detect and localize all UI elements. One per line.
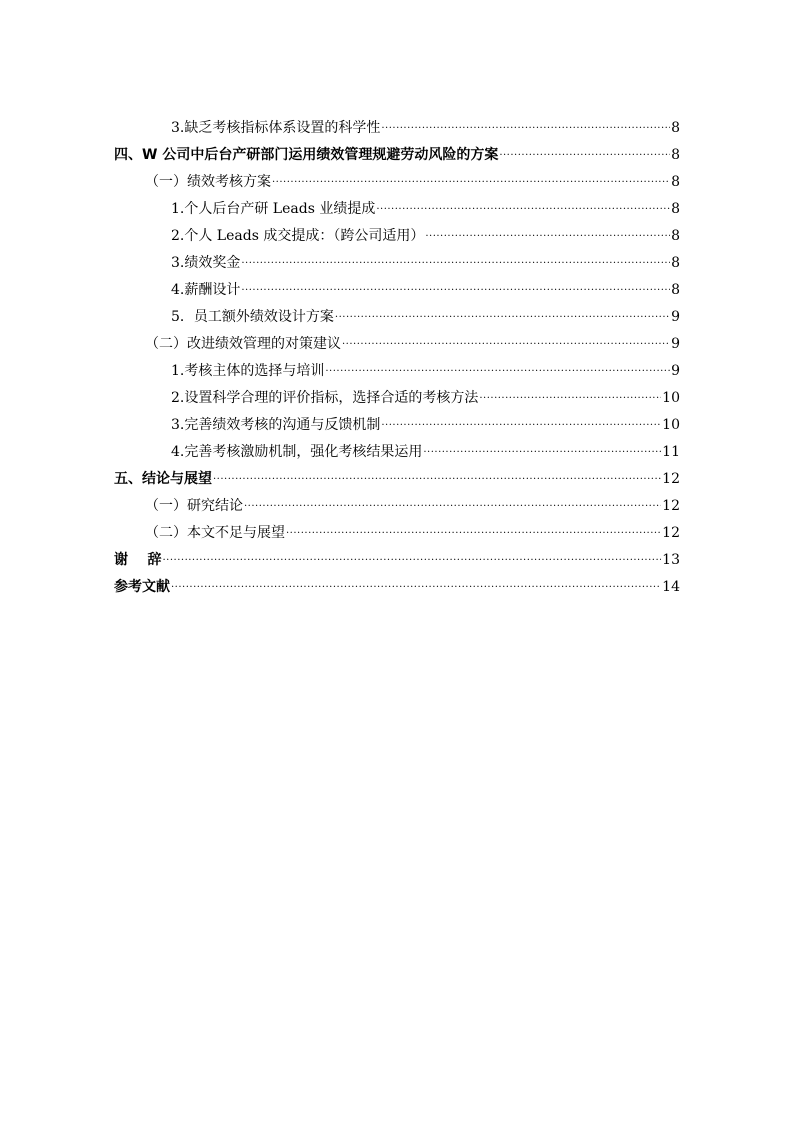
toc-dot-leader <box>479 392 661 404</box>
toc-dot-leader <box>376 203 670 215</box>
toc-entry-title: 5．员工额外绩效设计方案 <box>171 309 334 325</box>
toc-entry[interactable] <box>171 116 680 138</box>
toc-page-number: 11 <box>662 444 680 460</box>
toc-page-number: 12 <box>662 471 680 487</box>
toc-page-number: 8 <box>671 174 680 190</box>
toc-entry[interactable] <box>145 494 680 516</box>
toc-page-number: 8 <box>671 147 680 163</box>
toc-entry-title: 1.个人后台产研 Leads 业绩提成 <box>171 201 376 217</box>
toc-dot-leader <box>213 473 661 485</box>
toc-dot-leader <box>244 500 661 512</box>
toc-entry-title: （一）绩效考核方案 <box>145 174 271 190</box>
toc-page-number: 10 <box>662 390 680 406</box>
toc-entry[interactable] <box>145 332 680 354</box>
toc-dot-leader <box>381 419 661 431</box>
toc-page-number: 10 <box>662 417 680 433</box>
toc-page-number: 8 <box>671 120 680 136</box>
toc-entry[interactable] <box>171 440 680 462</box>
toc-page-number: 14 <box>662 579 680 595</box>
toc-entry[interactable] <box>114 575 680 597</box>
toc-entry[interactable] <box>114 467 680 489</box>
toc-page-number: 12 <box>662 498 680 514</box>
toc-page-number: 9 <box>671 336 680 352</box>
toc-dot-leader <box>342 338 670 350</box>
toc-entry-title: 五、结论与展望 <box>114 471 212 487</box>
toc-entry-title: 四、W 公司中后台产研部门运用绩效管理规避劳动风险的方案 <box>114 147 499 163</box>
toc-dot-leader <box>272 176 670 188</box>
toc-entry[interactable] <box>114 143 680 165</box>
toc-entry[interactable] <box>171 251 680 273</box>
toc-entry[interactable] <box>145 170 680 192</box>
toc-dot-leader <box>381 122 670 134</box>
toc-dot-leader <box>241 284 670 296</box>
toc-dot-leader <box>325 365 670 377</box>
toc-page-number: 9 <box>671 363 680 379</box>
toc-entry[interactable] <box>171 305 680 327</box>
toc-entry-title: 参考文献 <box>114 579 170 595</box>
toc-entry-title: （一）研究结论 <box>145 498 243 514</box>
toc-page-number: 9 <box>671 309 680 325</box>
toc-entry[interactable] <box>171 413 680 435</box>
toc-entry[interactable] <box>171 278 680 300</box>
toc-entry[interactable] <box>171 386 680 408</box>
toc-dot-leader <box>425 230 670 242</box>
toc-page-number: 13 <box>662 552 680 568</box>
toc-dot-leader <box>241 257 670 269</box>
toc-page-number: 8 <box>671 228 680 244</box>
toc-entry-title: 4.完善考核激励机制，强化考核结果运用 <box>171 444 423 460</box>
toc-entry-title: （二）改进绩效管理的对策建议 <box>145 336 341 352</box>
toc-entry[interactable] <box>171 197 680 219</box>
toc-entry-title: 3.完善绩效考核的沟通与反馈机制 <box>171 417 381 433</box>
toc-page-number: 8 <box>671 201 680 217</box>
toc-dot-leader <box>171 581 661 593</box>
toc-entry-title: 4.薪酬设计 <box>171 282 241 298</box>
toc-entry-title: 2.个人 Leads 成交提成：（跨公司适用） <box>171 228 425 244</box>
toc-dot-leader <box>335 311 670 323</box>
toc-entry[interactable] <box>145 521 680 543</box>
toc-dot-leader <box>286 527 661 539</box>
toc-page-number: 12 <box>662 525 680 541</box>
toc-page-number: 8 <box>671 255 680 271</box>
toc-entry[interactable] <box>114 548 680 570</box>
toc-entry-title: 3.缺乏考核指标体系设置的科学性 <box>171 120 381 136</box>
toc-entry-title: （二）本文不足与展望 <box>145 525 285 541</box>
toc-page-number: 8 <box>671 282 680 298</box>
toc-entry-title: 3.绩效奖金 <box>171 255 241 271</box>
toc-entry-title: 1.考核主体的选择与培训 <box>171 363 325 379</box>
toc-dot-leader <box>499 149 670 161</box>
toc-entry[interactable] <box>171 359 680 381</box>
toc-entry-title: 谢 辞 <box>114 552 162 568</box>
toc-dot-leader <box>423 446 661 458</box>
toc-entry[interactable] <box>171 224 680 246</box>
toc-dot-leader <box>163 554 662 566</box>
toc-entry-title: 2.设置科学合理的评价指标，选择合适的考核方法 <box>171 390 479 406</box>
